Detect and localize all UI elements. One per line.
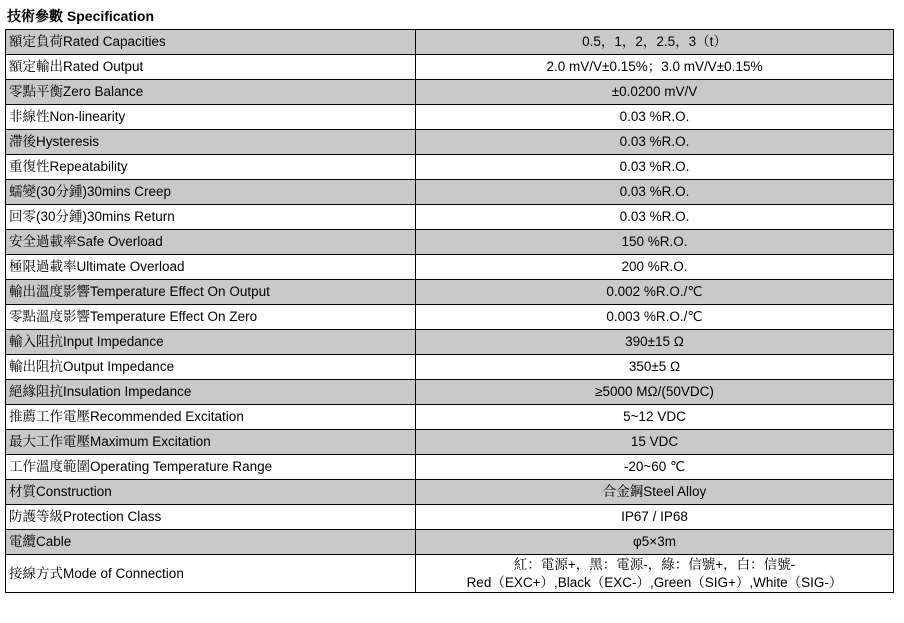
row-value: 390±15 Ω [416, 330, 894, 355]
page-title: 技術參數 Specification [7, 8, 155, 24]
table-row-connection [6, 555, 894, 593]
row-value: 150 %R.O. [416, 230, 894, 255]
row-value: 合金鋼Steel Alloy [416, 480, 894, 505]
row-label: 接線方式Mode of Connection [6, 555, 416, 593]
table-row [6, 105, 894, 130]
row-label: 回零(30分鍾)30mins Return [6, 205, 416, 230]
row-label: 零點溫度影響Temperature Effect On Zero [6, 305, 416, 330]
specification-table [5, 29, 894, 593]
row-value: 200 %R.O. [416, 255, 894, 280]
table-row [6, 80, 894, 105]
row-label: 額定輸出Rated Output [6, 55, 416, 80]
row-label: 極限過載率Ultimate Overload [6, 255, 416, 280]
row-label: 輸出溫度影響Temperature Effect On Output [6, 280, 416, 305]
table-row [6, 55, 894, 80]
row-value: 0.03 %R.O. [416, 205, 894, 230]
table-row [6, 180, 894, 205]
table-row [6, 530, 894, 555]
row-value: 2.0 mV/V±0.15%；3.0 mV/V±0.15% [416, 55, 894, 80]
table-row [6, 330, 894, 355]
row-value: 0.03 %R.O. [416, 180, 894, 205]
table-row [6, 30, 894, 55]
row-value: φ5×3m [416, 530, 894, 555]
row-value: ≥5000 MΩ/(50VDC) [416, 380, 894, 405]
table-row [6, 480, 894, 505]
table-row [6, 380, 894, 405]
row-value: 0.03 %R.O. [416, 130, 894, 155]
table-row [6, 305, 894, 330]
row-value: 0.03 %R.O. [416, 155, 894, 180]
specification-table-body [6, 30, 894, 593]
row-label: 材質Construction [6, 480, 416, 505]
row-label: 絕緣阻抗Insulation Impedance [6, 380, 416, 405]
table-row [6, 280, 894, 305]
row-value: 15 VDC [416, 430, 894, 455]
row-label: 最大工作電壓Maximum Excitation [6, 430, 416, 455]
row-label: 非線性Non-linearity [6, 105, 416, 130]
row-value: 0.5，1，2，2.5，3（t） [416, 30, 894, 55]
row-label: 輸出阻抗Output Impedance [6, 355, 416, 380]
row-label: 滯後Hysteresis [6, 130, 416, 155]
connection-line-english: Red（EXC+）,Black（EXC-）,Green（SIG+）,White（SIG-） [466, 574, 843, 590]
table-row [6, 355, 894, 380]
row-label: 安全過載率Safe Overload [6, 230, 416, 255]
table-row [6, 130, 894, 155]
row-value: ±0.0200 mV/V [416, 80, 894, 105]
row-label: 推薦工作電壓Recommended Excitation [6, 405, 416, 430]
row-label: 電纜Cable [6, 530, 416, 555]
table-row [6, 230, 894, 255]
row-value: 0.03 %R.O. [416, 105, 894, 130]
row-label: 工作溫度範圍Operating Temperature Range [6, 455, 416, 480]
row-value: 0.002 %R.O./℃ [416, 280, 894, 305]
table-row [6, 455, 894, 480]
row-label: 額定負荷Rated Capacities [6, 30, 416, 55]
row-label: 蠕變(30分鍾)30mins Creep [6, 180, 416, 205]
row-value: IP67 / IP68 [416, 505, 894, 530]
row-value: 350±5 Ω [416, 355, 894, 380]
row-value: -20~60 ℃ [416, 455, 894, 480]
table-row [6, 505, 894, 530]
table-row [6, 205, 894, 230]
table-row [6, 155, 894, 180]
row-label: 重復性Repeatability [6, 155, 416, 180]
row-label: 防護等級Protection Class [6, 505, 416, 530]
row-value [416, 555, 894, 593]
table-row [6, 430, 894, 455]
row-label: 輸入阻抗Input Impedance [6, 330, 416, 355]
connection-line-chinese: 紅：電源+，黑：電源-，綠：信號+，白：信號- [513, 556, 796, 572]
row-label: 零點平衡Zero Balance [6, 80, 416, 105]
row-value: 5~12 VDC [416, 405, 894, 430]
table-row [6, 405, 894, 430]
row-value: 0.003 %R.O./℃ [416, 305, 894, 330]
table-row [6, 255, 894, 280]
